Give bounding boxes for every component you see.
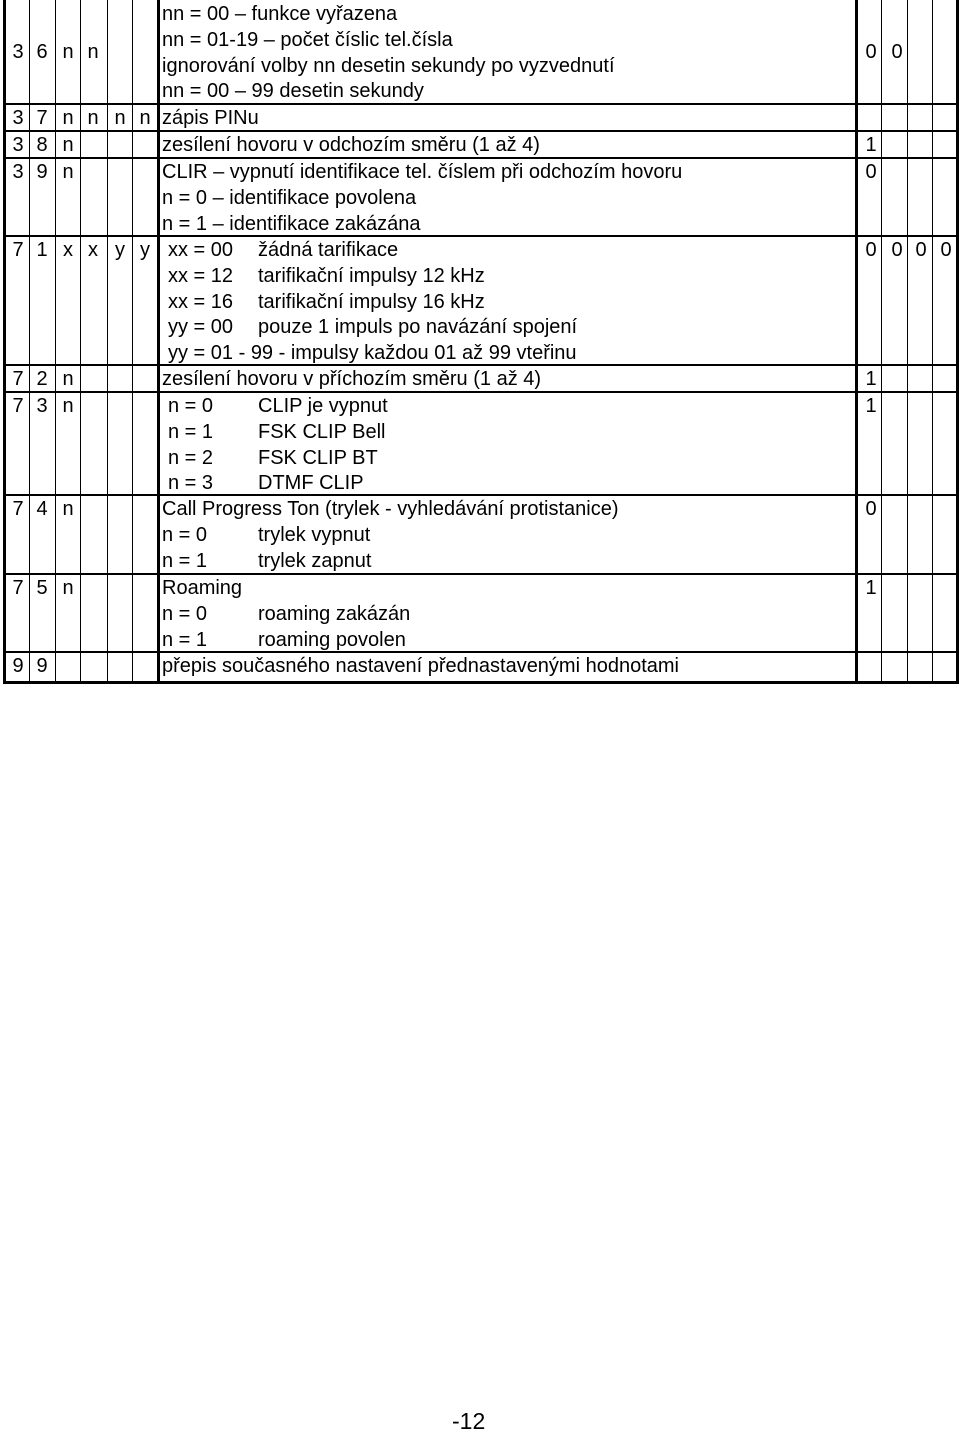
value-description: FSK CLIP BT	[258, 446, 378, 469]
settings-table	[3, 0, 959, 684]
code-digit: n	[62, 395, 74, 417]
code-digit: 5	[36, 577, 48, 599]
description-line: Roaming	[162, 577, 243, 599]
value-label: n = 3	[168, 472, 214, 495]
table-row	[6, 0, 956, 104]
code-digit: n	[62, 41, 74, 63]
default-value: 0	[865, 161, 877, 183]
code-digit: 3	[36, 395, 48, 417]
value-description: pouze 1 impuls po navázání spojení	[258, 316, 578, 339]
code-digit: 9	[12, 655, 24, 677]
code-digit: 7	[12, 577, 24, 599]
code-digit: n	[114, 107, 126, 129]
code-digit: 7	[36, 107, 48, 129]
value-description: žádná tarifikace	[258, 239, 399, 261]
code-digit: 9	[36, 655, 48, 677]
value-label: n = 1	[162, 549, 208, 572]
description-line: přepis současného nastavení přednastavenými hodnotami	[162, 655, 679, 677]
code-digit: 3	[12, 134, 24, 156]
code-digit: 7	[12, 368, 24, 390]
table-row	[6, 104, 956, 131]
description-line: nn = 01-19 – počet číslic tel.čísla	[162, 28, 453, 51]
table-row	[6, 158, 956, 236]
code-digit: 3	[12, 107, 24, 129]
value-description: roaming povolen	[258, 628, 406, 651]
value-description: DTMF CLIP	[258, 472, 364, 495]
code-digit: n	[62, 134, 74, 156]
default-value: 0	[865, 498, 877, 520]
code-digit: x	[88, 239, 98, 261]
code-digit: y	[115, 239, 125, 261]
description-line: zápis PINu	[162, 107, 259, 129]
code-digit: y	[140, 239, 150, 261]
default-value: 0	[915, 239, 927, 261]
default-value: 0	[865, 239, 877, 261]
value-description: tarifikační impulsy 12 kHz	[258, 264, 485, 287]
code-digit: n	[87, 107, 99, 129]
default-value: 0	[865, 41, 877, 63]
table-row	[6, 365, 956, 392]
code-digit: n	[62, 107, 74, 129]
value-description: FSK CLIP Bell	[258, 420, 386, 443]
code-digit: 7	[12, 498, 24, 520]
value-label: yy = 01 - 99 - impulsy každou 01 až 99 vteřinu	[168, 342, 577, 365]
value-label: n = 0	[162, 602, 208, 625]
value-description: roaming zakázán	[258, 602, 411, 625]
value-description: trylek vypnut	[258, 523, 371, 546]
table-row	[6, 652, 956, 681]
description-line: zesílení hovoru v odchozím směru (1 až 4)	[162, 134, 540, 156]
code-digit: 2	[36, 368, 48, 390]
code-digit: n	[62, 498, 74, 520]
description-line: nn = 00 – funkce vyřazena	[162, 3, 398, 25]
value-label: yy = 00	[168, 316, 234, 339]
description-line: n = 1 – identifikace zakázána	[162, 212, 421, 235]
code-digit: n	[62, 368, 74, 390]
default-value: 1	[865, 577, 877, 599]
page-number: -12	[452, 1408, 486, 1434]
description-line: Call Progress Ton (trylek - vyhledávání protistanice)	[162, 498, 619, 520]
code-digit: 1	[36, 239, 48, 261]
table-row	[6, 495, 956, 574]
code-digit: 4	[36, 498, 48, 520]
code-digit: n	[62, 161, 74, 183]
value-label: n = 1	[168, 420, 214, 443]
description-line: n = 0 – identifikace povolena	[162, 186, 417, 209]
value-label: n = 0	[168, 395, 214, 417]
table-row	[6, 131, 956, 158]
code-digit: 7	[12, 395, 24, 417]
value-label: n = 1	[162, 628, 208, 651]
code-digit: 8	[36, 134, 48, 156]
value-description: trylek zapnut	[258, 549, 372, 572]
value-label: xx = 12	[168, 264, 234, 287]
value-description: CLIP je vypnut	[258, 395, 388, 417]
table-row	[6, 392, 956, 495]
default-value: 1	[865, 368, 877, 390]
value-description: tarifikační impulsy 16 kHz	[258, 290, 485, 313]
default-value: 0	[891, 239, 903, 261]
code-digit: n	[62, 577, 74, 599]
code-digit: 7	[12, 239, 24, 261]
value-label: xx = 16	[168, 290, 234, 313]
value-label: n = 0	[162, 523, 208, 546]
code-digit: 9	[36, 161, 48, 183]
code-digit: x	[63, 239, 73, 261]
description-line: nn = 00 – 99 desetin sekundy	[162, 80, 424, 103]
default-value: 1	[865, 134, 877, 156]
default-value: 1	[865, 395, 877, 417]
table-row	[6, 574, 956, 652]
description-line: CLIR – vypnutí identifikace tel. číslem při odchozím hovoru	[162, 161, 683, 183]
table-row	[6, 236, 956, 365]
code-digit: n	[87, 41, 99, 63]
code-digit: n	[139, 107, 151, 129]
default-value: 0	[940, 239, 952, 261]
description-line: ignorování volby nn desetin sekundy po vyzvednutí	[162, 54, 615, 77]
code-digit: 3	[12, 161, 24, 183]
value-label: xx = 00	[168, 239, 234, 261]
code-digit: 3	[12, 41, 24, 63]
value-label: n = 2	[168, 446, 214, 469]
default-value: 0	[891, 41, 903, 63]
code-digit: 6	[36, 41, 48, 63]
description-line: zesílení hovoru v příchozím směru (1 až 4)	[162, 368, 542, 390]
